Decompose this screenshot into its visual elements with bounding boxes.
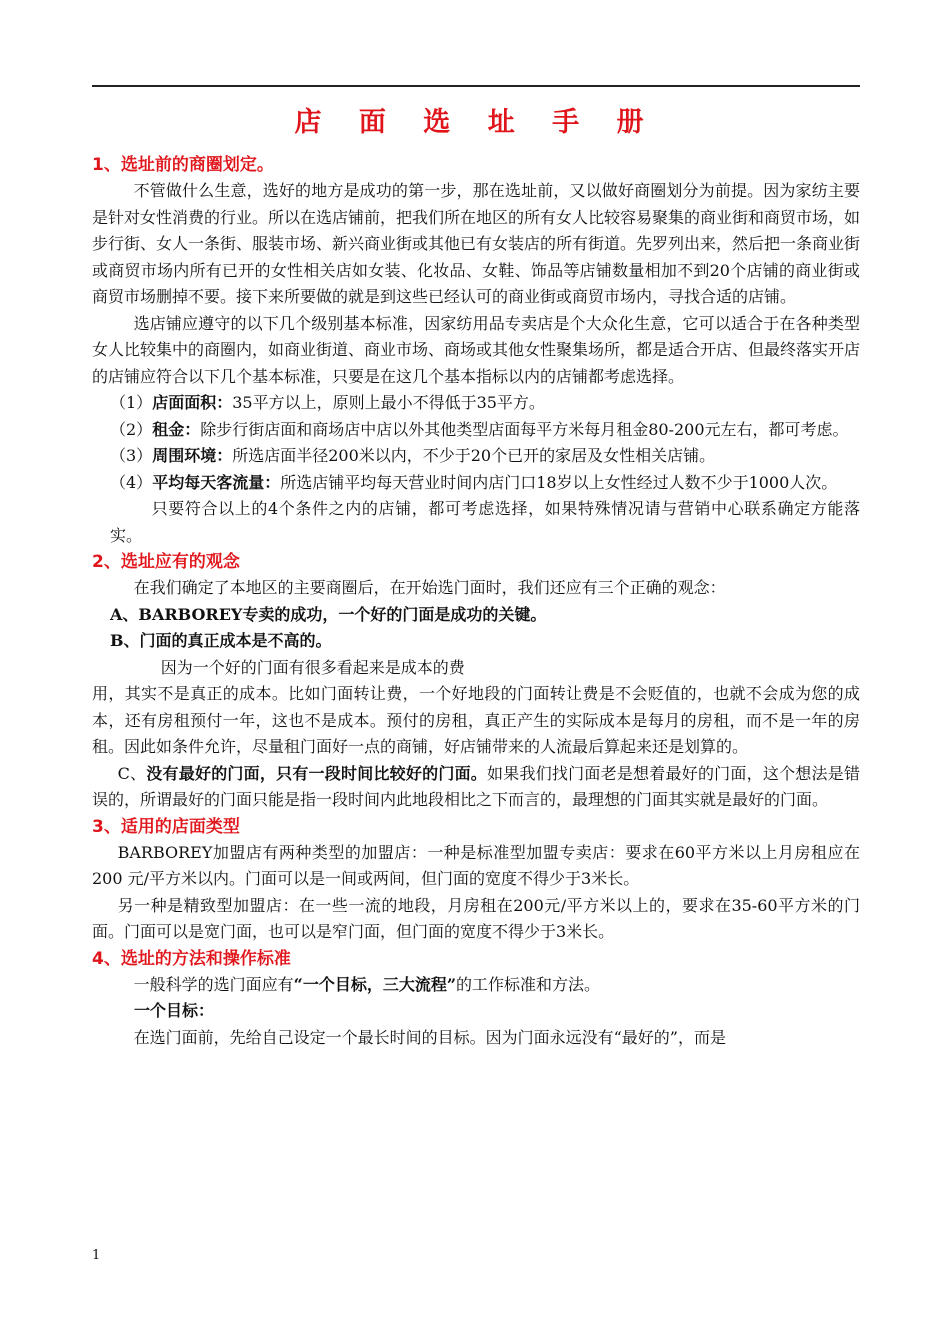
criteria-item <box>92 417 860 444</box>
criteria-text: 除步行街店面和商场店中店以外其他类型店面每平方米每月租金80-200元左右，都可考虑。 <box>200 419 849 439</box>
criteria-label: 店面面积： <box>152 393 233 412</box>
criteria-text: 所选店面半径200米以内，不少于20个已开的家居及女性相关店铺。 <box>232 446 716 465</box>
document-page <box>92 100 860 1051</box>
goal-subheading: 一个目标： <box>134 1001 215 1020</box>
header-rule <box>92 85 860 87</box>
criteria-label: 平均每天客流量： <box>152 472 281 492</box>
criteria-text: 所选店铺平均每天营业时间内店门口18岁以上女性经过人数不少于1000人次。 <box>280 472 838 492</box>
section-1-heading: 1、选址前的商圈划定。 <box>92 155 274 175</box>
method-bold: “一个目标，三大流程” <box>293 974 457 994</box>
section-3-paragraph-1: BARBOREY加盟店有两种类型的加盟店：一种是标准型加盟专卖店：要求在60平方米以上月房租应在200 元/平方米以内。门面可以是一间或两间，但门面的宽度不得少于3米长。 <box>92 842 860 888</box>
criteria-number: （3） <box>110 446 153 465</box>
section-4-heading: 4、选址的方法和操作标准 <box>92 948 291 969</box>
concept-a: A、BARBOREY专卖的成功，一个好的门面是成功的关键。 <box>110 604 547 624</box>
page-number: 1 <box>92 1248 101 1263</box>
section-4-paragraph-1 <box>92 972 860 999</box>
method-intro: 一般科学的选门面应有 <box>133 974 294 994</box>
criteria-number: （2） <box>110 419 153 439</box>
method-tail: 的工作标准和方法。 <box>456 974 601 994</box>
criteria-item <box>92 443 860 470</box>
section-4-paragraph-2: 在选门面前，先给自己设定一个最长时间的目标。因为门面永远没有“最好的”，而是 <box>133 1027 726 1047</box>
section-2-heading: 2、选址应有的观念 <box>92 552 240 572</box>
concept-c-text: 如果我们找门面老是想着最好的门面，这个想法是错误的，所谓最好的门面只能是指一段时间内此地段相比之下而言的，最理想的门面其实就是最好的门面。 <box>92 763 860 809</box>
section-1-paragraph-1: 不管做什么生意，选好的地方是成功的第一步，那在选址前，又以做好商圈划分为前提。因为家纺主要是针对女性消费的行业。所以在选店铺前，把我们所在地区的所有女人比较容易聚集的商业街和商贸市场，如步行街、女人一条街、服装市场、新兴商业街或其他已有女装店的所有街道。先罗列出来，然后把一条商业街或商贸市场内所有已开的女性相关店如女装、化妆品、女鞋、饰品等店铺数量相加不到20个店铺的商业街或商贸市场删掉不要。接下来所要做的就是到这些已经认可的商业街或商贸市场内，寻找合适的店铺。 <box>92 181 861 306</box>
criteria-number: （1） <box>110 393 153 412</box>
section-3-paragraph-2: 另一种是精致型加盟店：在一些一流的地段，月房租在200元/平方米以上的，要求在35-60平方米的门面。门面可以是宽门面，也可以是窄门面，但门面的宽度不得少于3米长。 <box>92 895 860 941</box>
concept-c-bold: 没有最好的门面，只有一段时间比较好的门面。 <box>146 763 488 783</box>
concept-c-prefix: C、 <box>117 763 147 783</box>
criteria-label: 租金： <box>152 419 201 439</box>
criteria-text: 35平方以上，原则上最小不得低于35平方。 <box>232 393 545 412</box>
concept-b-text: 用，其实不是真正的成本。比如门面转让费，一个好地段的门面转让费是不会贬值的，也就不会成为您的成本，还有房租预付一年，这也不是成本。预付的房租，真正产生的实际成本是每月的房租，而不是一年的房租。因此如条件允许，尽量租门面好一点的商铺，好店铺带来的人流最后算起来还是划算的。 <box>92 684 860 756</box>
concept-c <box>92 761 860 814</box>
criteria-number: （4） <box>110 472 153 492</box>
concept-b-text-line-1: 因为一个好的门面有很多看起来是成本的费 <box>160 657 465 677</box>
document-title: 店 面 选 址 手 册 <box>294 107 658 138</box>
section-1-paragraph-3: 只要符合以上的4个条件之内的店铺，都可考虑选择，如果特殊情况请与营销中心联系确定方能落实。 <box>110 499 860 545</box>
section-2-paragraph-1: 在我们确定了本地区的主要商圈后，在开始选门面时，我们还应有三个正确的观念： <box>133 578 726 597</box>
concept-b: B、门面的真正成本是不高的。 <box>110 631 332 650</box>
section-1-paragraph-2: 选店铺应遵守的以下几个级别基本标准，因家纺用品专卖店是个大众化生意，它可以适合于在各种类型女人比较集中的商圈内，如商业街道、商业市场、商场或其他女性聚集场所，都是适合开店、但最终落实开店的店铺应符合以下几个基本标准，只要是在这几个基本指标以内的店铺都考虑选择。 <box>92 313 861 386</box>
criteria-item <box>92 390 860 417</box>
section-3-heading: 3、适用的店面类型 <box>92 816 240 837</box>
criteria-label: 周围环境： <box>152 446 233 465</box>
criteria-item <box>92 470 860 497</box>
